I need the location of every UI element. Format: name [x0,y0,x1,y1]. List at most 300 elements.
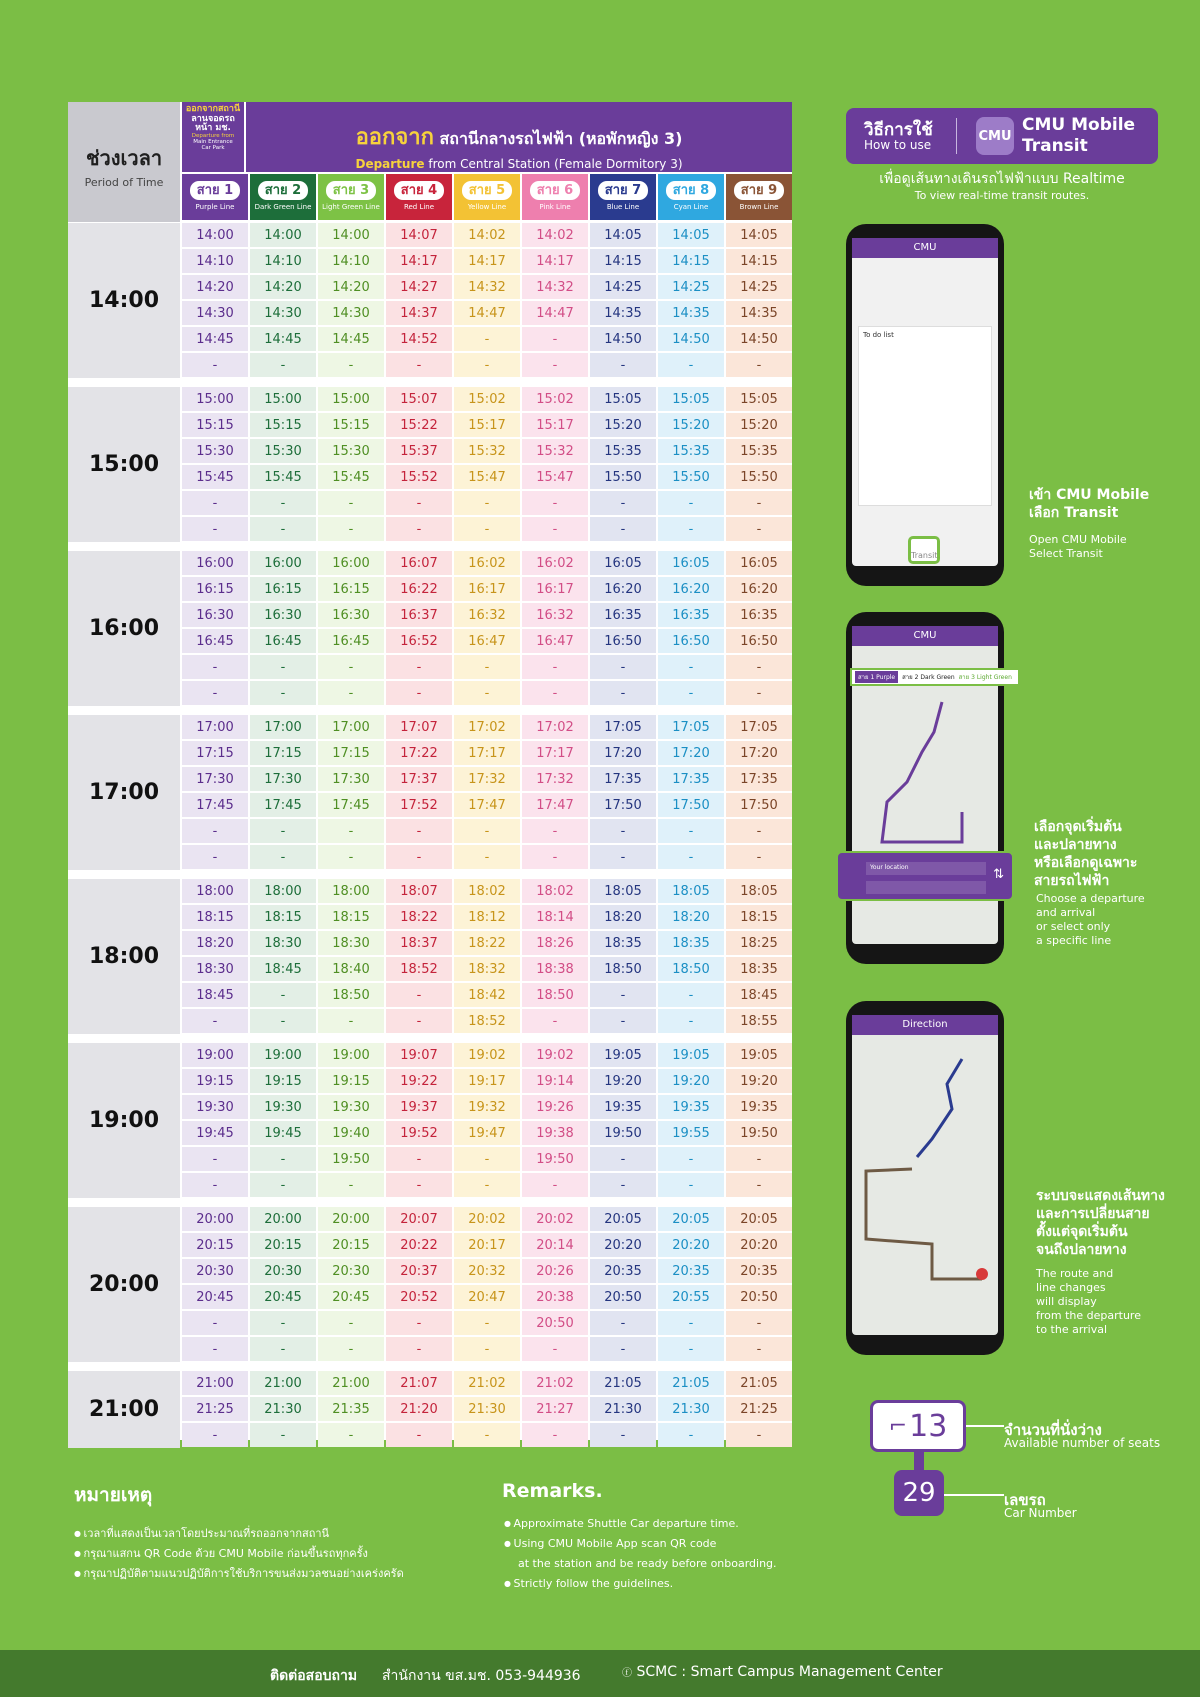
line-label-en: Yellow Line [467,203,507,211]
time-cell: 21:30 [454,1397,520,1421]
time-cell: - [182,1337,248,1361]
time-cell: 17:05 [658,715,724,739]
time-cell: 19:26 [522,1095,588,1119]
step3-th2: และการเปลี่ยนสาย [1036,1206,1150,1222]
time-cell: 21:05 [658,1371,724,1395]
time-cell: 20:45 [250,1285,316,1309]
time-cell: 15:45 [318,465,384,489]
time-cell: 21:30 [250,1397,316,1421]
time-cell: 14:10 [182,249,248,273]
time-cell: 15:17 [454,413,520,437]
time-cell: 18:15 [726,905,792,929]
time-cell: 17:00 [182,715,248,739]
entrance-line4: Departure from [191,133,235,140]
time-cell: 18:35 [658,931,724,955]
time-cell: 17:15 [250,741,316,765]
phone3-title: Direction [852,1015,998,1035]
to-input[interactable] [866,881,986,894]
remarks-th-title: หมายเหตุ [74,1484,153,1506]
time-cell: 21:30 [590,1397,656,1421]
line-header-6 [522,174,588,220]
time-cell: 14:15 [658,249,724,273]
time-cell: - [590,1147,656,1171]
time-cell: 19:50 [318,1147,384,1171]
step2-th1: เลือกจุดเริ่มต้น [1034,819,1122,835]
time-cell: 18:50 [522,983,588,1007]
time-cell: - [250,655,316,679]
time-cell: 16:05 [590,551,656,575]
time-cell: - [454,1423,520,1447]
time-cell: 14:35 [658,301,724,325]
time-cell: - [386,681,452,705]
time-cell: - [522,1009,588,1033]
time-cell: 17:35 [658,767,724,791]
remark-en-item: ● Approximate Shuttle Car departure time. [504,1514,777,1534]
time-cell: 21:00 [250,1371,316,1395]
time-cell: 19:47 [454,1121,520,1145]
time-cell: 19:20 [658,1069,724,1093]
time-cell: - [318,353,384,377]
time-cell: 17:50 [726,793,792,817]
time-cell: - [250,1311,316,1335]
from-input[interactable]: Your location [866,862,986,875]
time-cell: - [522,1173,588,1197]
time-cell: 14:17 [522,249,588,273]
time-cell: 18:15 [318,905,384,929]
time-cell: - [590,1173,656,1197]
remark-th-item: ● กรุณาปฏิบัติตามแนวปฏิบัติการใช้บริการขนส่งมวลชนอย่างเคร่งครัด [74,1564,404,1584]
cmu-logo-icon: CMU [976,117,1014,155]
time-cell: 16:20 [658,577,724,601]
step1-desc [1029,533,1127,561]
time-cell: 18:52 [386,957,452,981]
time-cell: - [590,1009,656,1033]
time-cell: 19:00 [250,1043,316,1067]
time-cell: 20:50 [522,1311,588,1335]
time-cell: 18:35 [726,957,792,981]
time-cell: - [250,983,316,1007]
time-cell: 18:14 [522,905,588,929]
location-search-panel [836,851,1014,901]
remarks-en-title: Remarks. [502,1480,603,1502]
line-label: สาย 9 [734,181,784,200]
time-cell: 21:07 [386,1371,452,1395]
time-cell: - [250,819,316,843]
time-cell: 14:50 [658,327,724,351]
time-cell: - [182,491,248,515]
time-cell: 18:05 [658,879,724,903]
time-cell: 15:50 [726,465,792,489]
time-cell: 19:20 [590,1069,656,1093]
time-cell: - [386,1147,452,1171]
time-cell: 18:00 [318,879,384,903]
time-cell: 17:02 [454,715,520,739]
remarks-th-list [74,1524,404,1584]
time-cell: 18:20 [658,905,724,929]
time-cell: 19:22 [386,1069,452,1093]
time-cell: 16:17 [454,577,520,601]
time-cell: 17:37 [386,767,452,791]
departure-header [246,102,792,172]
time-cell: 19:45 [250,1121,316,1145]
line-label-en: Light Green Line [322,203,380,211]
timetable-card [68,102,792,1443]
time-cell: 20:45 [318,1285,384,1309]
time-cell: - [522,327,588,351]
time-cell: 17:30 [182,767,248,791]
step2-th2: และปลายทาง [1034,837,1117,853]
time-cell: 17:07 [386,715,452,739]
time-cell: 17:05 [726,715,792,739]
departure-highlight: ออกจาก [355,125,434,150]
time-cell: 14:17 [454,249,520,273]
time-cell: 18:30 [250,931,316,955]
period-label: 17:00 [68,715,180,870]
departure-title-th: สถานีกลางรถไฟฟ้า (หอพักหญิง 3) [439,129,683,148]
time-cell: - [318,1337,384,1361]
time-cell: 14:00 [250,223,316,247]
phone2-title: CMU [852,626,998,646]
time-cell: 18:12 [454,905,520,929]
time-cell: 20:50 [590,1285,656,1309]
time-cell: 15:05 [726,387,792,411]
period-label: 19:00 [68,1043,180,1198]
time-cell: - [250,1147,316,1171]
time-cell: - [386,353,452,377]
time-cell: 18:20 [182,931,248,955]
time-cell: 18:15 [182,905,248,929]
seat-legend-badge [870,1400,966,1452]
entrance-line2: ลานจอดรถ [191,113,235,124]
time-cell: 16:30 [318,603,384,627]
step3-th3: ตั้งแต่จุดเริ่มต้น [1036,1224,1128,1240]
time-cell: 14:05 [658,223,724,247]
time-cell: 19:17 [454,1069,520,1093]
time-cell: - [182,1173,248,1197]
time-cell: 16:02 [454,551,520,575]
tab-line3[interactable]: สาย 3 Light Green [958,674,1012,681]
time-cell: 21:02 [454,1371,520,1395]
time-cell: 19:30 [182,1095,248,1119]
time-cell: 18:30 [318,931,384,955]
step2-en3: or select only [1036,920,1111,933]
period-label: 14:00 [68,223,180,378]
time-cell: - [182,681,248,705]
time-cell: 14:05 [590,223,656,247]
line-label-en: Pink Line [539,203,571,211]
step2-th4: สายรถไฟฟ้า [1034,873,1110,889]
line-header-4 [386,174,452,220]
legend-stem [914,1452,924,1470]
time-cell: 17:35 [590,767,656,791]
time-cell: - [522,819,588,843]
direction-map-icon [852,1039,998,1319]
time-cell: - [522,1423,588,1447]
time-cell: 17:50 [658,793,724,817]
time-cell: 17:17 [522,741,588,765]
time-cell: 20:50 [726,1285,792,1309]
departure-title-en: from Central Station (Female Dormitory 3) [428,157,683,171]
seat-icon: ⌐ [888,1413,908,1439]
time-cell: 17:20 [658,741,724,765]
time-cell: 20:37 [386,1259,452,1283]
time-cell: - [182,1009,248,1033]
howto-divider [956,118,957,154]
line-header-3 [318,174,384,220]
time-cell: 14:32 [522,275,588,299]
time-cell: 16:05 [658,551,724,575]
time-cell: - [318,819,384,843]
time-cell: 15:20 [658,413,724,437]
time-cell: - [658,681,724,705]
time-cell: 15:30 [250,439,316,463]
time-cell: - [454,819,520,843]
period-header [68,102,180,222]
time-cell: 16:17 [522,577,588,601]
time-cell: - [318,1173,384,1197]
remarks-en-list [504,1514,777,1594]
period-header-th: ช่วงเวลา [85,146,163,170]
time-cell: - [658,1423,724,1447]
time-cell: 19:35 [590,1095,656,1119]
howto-title-en: How to use [864,138,932,152]
line-label: สาย 7 [598,181,648,200]
step3-th1: ระบบจะแสดงเส้นทาง [1036,1188,1165,1204]
time-cell: - [318,681,384,705]
time-cell: - [386,1173,452,1197]
time-cell: 15:50 [590,465,656,489]
time-cell: 14:52 [386,327,452,351]
facebook-link[interactable] [622,1664,943,1680]
time-cell: - [182,819,248,843]
time-cell: 20:55 [658,1285,724,1309]
time-cell: 19:50 [522,1147,588,1171]
time-cell: 17:45 [182,793,248,817]
time-cell: 14:30 [182,301,248,325]
time-cell: 14:45 [318,327,384,351]
time-cell: 18:45 [250,957,316,981]
time-cell: 15:15 [182,413,248,437]
time-cell: - [658,845,724,869]
time-cell: 18:55 [726,1009,792,1033]
app-name-line2: Transit [1022,136,1088,156]
step2-en4: a specific line [1036,934,1112,947]
time-cell: - [454,1173,520,1197]
time-cell: - [590,681,656,705]
time-cell: 14:32 [454,275,520,299]
time-cell: - [250,1009,316,1033]
tab-line1[interactable]: สาย 1 Purple [855,671,898,683]
time-cell: - [726,491,792,515]
time-cell: 18:20 [590,905,656,929]
step3-en2: line changes [1036,1281,1106,1294]
step2-th3: หรือเลือกดูเฉพาะ [1034,855,1138,871]
time-cell: 16:22 [386,577,452,601]
time-cell: - [454,1337,520,1361]
time-cell: - [522,655,588,679]
time-cell: - [454,517,520,541]
time-cell: 16:35 [658,603,724,627]
time-cell: 14:20 [250,275,316,299]
time-cell: - [250,353,316,377]
time-cell: 15:17 [522,413,588,437]
time-cell: 16:05 [726,551,792,575]
time-cell: - [318,517,384,541]
time-cell: - [386,1337,452,1361]
time-cell: 15:20 [590,413,656,437]
remark-en-item: at the station and be ready before onboarding. [518,1557,777,1570]
time-cell: 16:00 [250,551,316,575]
time-cell: 21:27 [522,1397,588,1421]
period-label: 16:00 [68,551,180,706]
time-cell: 20:38 [522,1285,588,1309]
time-cell: - [522,517,588,541]
time-cell: 19:50 [590,1121,656,1145]
car-legend-th: เลขรถ [1004,1491,1046,1509]
remark-th-item: ● กรุณาแสกน QR Code ด้วย CMU Mobile ก่อนขึ้นรถทุกครั้ง [74,1544,404,1564]
line-label-en: Cyan Line [673,203,709,211]
line-label-en: Dark Green Line [254,203,312,211]
time-cell: 18:07 [386,879,452,903]
realtime-note-en: To view real-time transit routes. [914,189,1090,202]
phone-screenshot-map [846,612,1012,964]
time-cell: - [726,655,792,679]
time-cell: 15:32 [522,439,588,463]
time-cell: - [250,1337,316,1361]
time-cell: 14:47 [522,301,588,325]
time-cell: 20:26 [522,1259,588,1283]
time-cell: - [726,681,792,705]
line-header-2 [250,174,316,220]
time-cell: - [522,845,588,869]
facebook-label: SCMC : Smart Campus Management Center [636,1664,943,1680]
time-cell: 17:00 [250,715,316,739]
time-cell: 16:20 [726,577,792,601]
time-cell: 15:07 [386,387,452,411]
time-cell: - [318,491,384,515]
step3-en4: from the departure [1036,1309,1141,1322]
time-cell: 15:15 [250,413,316,437]
time-cell: 16:15 [318,577,384,601]
time-cell: 18:02 [454,879,520,903]
time-cell: 20:52 [386,1285,452,1309]
time-cell: 16:30 [182,603,248,627]
time-cell: 14:02 [454,223,520,247]
main-entrance-header [182,102,244,172]
time-cell: - [726,353,792,377]
time-cell: 19:35 [658,1095,724,1119]
time-cell: 14:25 [658,275,724,299]
time-cell: 19:35 [726,1095,792,1119]
remark-en-item: ● Using CMU Mobile App scan QR code [504,1534,777,1554]
time-cell: 17:20 [726,741,792,765]
time-cell: - [386,819,452,843]
time-cell: 16:47 [522,629,588,653]
tab-line2[interactable]: สาย 2 Dark Green [902,674,955,681]
time-cell: 16:02 [522,551,588,575]
time-cell: 14:25 [590,275,656,299]
step1-th1: เข้า CMU Mobile [1029,487,1150,503]
time-cell: - [658,655,724,679]
time-cell: 18:37 [386,931,452,955]
time-cell: 14:35 [590,301,656,325]
time-cell: 17:50 [590,793,656,817]
time-cell: 21:20 [386,1397,452,1421]
time-cell: - [454,353,520,377]
time-cell: - [386,983,452,1007]
time-cell: - [386,845,452,869]
time-cell: - [318,1423,384,1447]
time-cell: - [182,1423,248,1447]
time-cell: 18:05 [590,879,656,903]
contact-label: ติดต่อสอบถาม [270,1668,358,1684]
time-cell: 20:07 [386,1207,452,1231]
swap-icon[interactable]: ⇅ [993,867,1004,882]
seat-value: 13 [909,1408,948,1444]
time-cell: 14:30 [318,301,384,325]
time-cell: - [522,681,588,705]
time-cell: 14:20 [318,275,384,299]
time-cell: 18:35 [590,931,656,955]
time-cell: 20:15 [318,1233,384,1257]
entrance-line5: Main Entrance [193,139,233,146]
time-cell: 16:00 [182,551,248,575]
entrance-line1: ออกจากสถานี [185,104,241,114]
departure-title-en-bold: Departure [355,157,425,171]
time-cell: - [726,845,792,869]
todo-panel [858,326,992,506]
time-cell: 14:30 [250,301,316,325]
time-cell: 16:32 [454,603,520,627]
seat-legend-en: Available number of seats [1004,1436,1161,1450]
time-cell: - [318,1009,384,1033]
time-cell: - [658,1311,724,1335]
time-cell: 18:22 [454,931,520,955]
time-cell: - [726,517,792,541]
step1-en1: Open CMU Mobile [1029,533,1127,546]
time-cell: 20:05 [590,1207,656,1231]
line-label: สาย 8 [666,181,716,200]
time-cell: 15:35 [590,439,656,463]
time-cell: 15:47 [522,465,588,489]
time-cell: 14:45 [182,327,248,351]
time-cell: - [590,983,656,1007]
time-cell: 20:45 [182,1285,248,1309]
app-name [1022,115,1135,157]
time-cell: - [590,655,656,679]
time-cell: - [182,353,248,377]
time-cell: 19:52 [386,1121,452,1145]
transit-nav-button[interactable]: Transit [908,536,940,564]
time-cell: 17:30 [250,767,316,791]
time-cell: 18:50 [658,957,724,981]
time-cell: - [658,1337,724,1361]
line-label-en: Blue Line [606,203,640,211]
how-to-use-banner [846,108,1158,164]
time-cell: - [590,1311,656,1335]
time-cell: - [658,1173,724,1197]
time-cell: 18:50 [318,983,384,1007]
time-cell: 15:45 [182,465,248,489]
time-cell: 20:20 [726,1233,792,1257]
time-cell: 16:15 [182,577,248,601]
time-cell: 21:30 [658,1397,724,1421]
step3-th4: จนถึงปลายทาง [1036,1242,1127,1258]
time-cell: 20:05 [726,1207,792,1231]
line-header-9 [726,174,792,220]
time-cell: - [590,353,656,377]
time-cell: - [454,845,520,869]
